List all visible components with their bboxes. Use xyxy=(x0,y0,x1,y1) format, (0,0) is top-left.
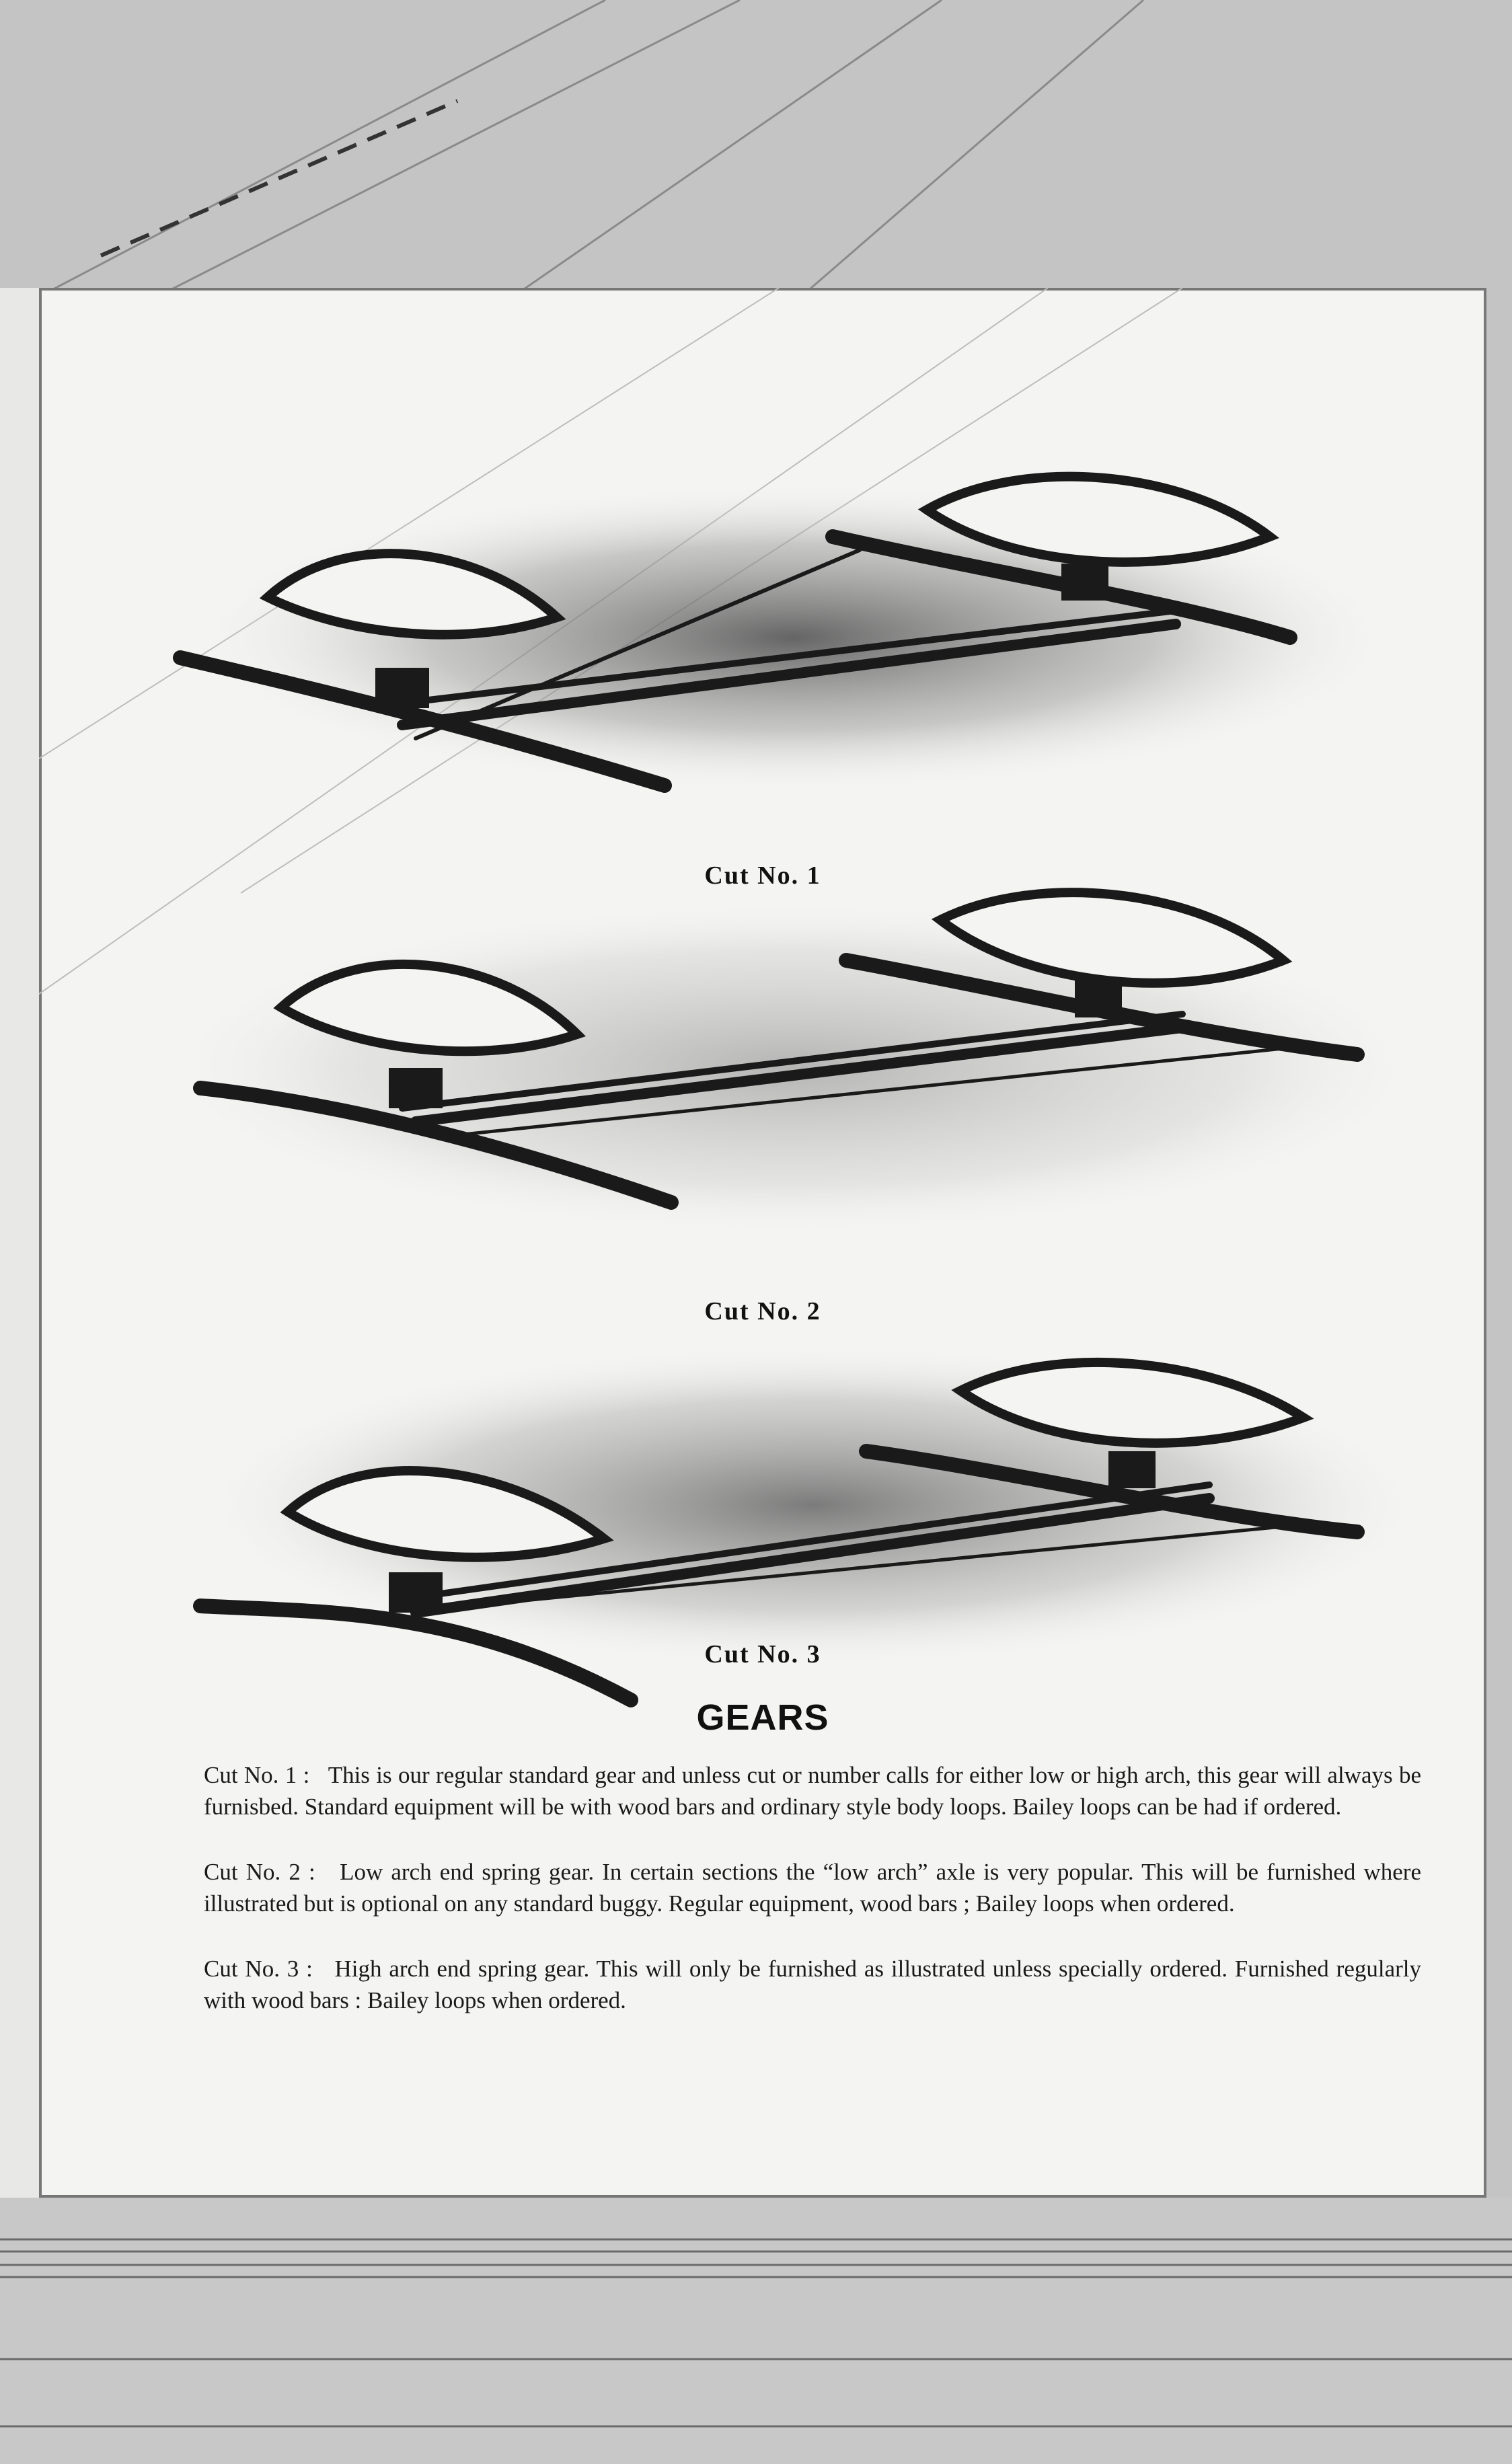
gear-figure-1 xyxy=(39,436,1486,853)
description-text: This is our regular standard gear and unless cut or number calls for either low or high arch, this gear will always be furnisbed. Standard equipment will be with wood bars and ordinary style body loops. Bailey loops can be had if ordered. xyxy=(204,1762,1421,1820)
gear-figure-2 xyxy=(39,880,1486,1297)
description-label: Cut No. 1 : xyxy=(204,1762,310,1788)
gear-illustration-1 xyxy=(39,436,1486,853)
catalog-page xyxy=(39,288,1486,2198)
description-label: Cut No. 3 : xyxy=(204,1956,313,1982)
section-heading: GEARS xyxy=(696,1697,829,1738)
scan-bottom-strip xyxy=(0,2198,1512,2464)
gear-illustration-2 xyxy=(39,880,1486,1297)
description-cut-3 xyxy=(204,1953,1421,2016)
description-text: Low arch end spring gear. In certain sections the “low arch” axle is very popular. This will be furnished where illustrated but is optional on any standard buggy. Regular equipment, wood bars ; Bailey loops when ordered. xyxy=(204,1859,1422,1917)
figure-caption-1: Cut No. 1 xyxy=(704,861,821,890)
description-text: High arch end spring gear. This will only be furnished as illustrated unless specially ordered. Furnished regularly with wood bars : Bailey loops when ordered. xyxy=(204,1956,1421,2013)
figure-caption-3: Cut No. 3 xyxy=(704,1640,821,1668)
description-label: Cut No. 2 : xyxy=(204,1859,315,1885)
figure-caption-2: Cut No. 2 xyxy=(704,1297,821,1325)
description-cut-2 xyxy=(204,1856,1421,1919)
description-cut-1 xyxy=(204,1759,1421,1822)
